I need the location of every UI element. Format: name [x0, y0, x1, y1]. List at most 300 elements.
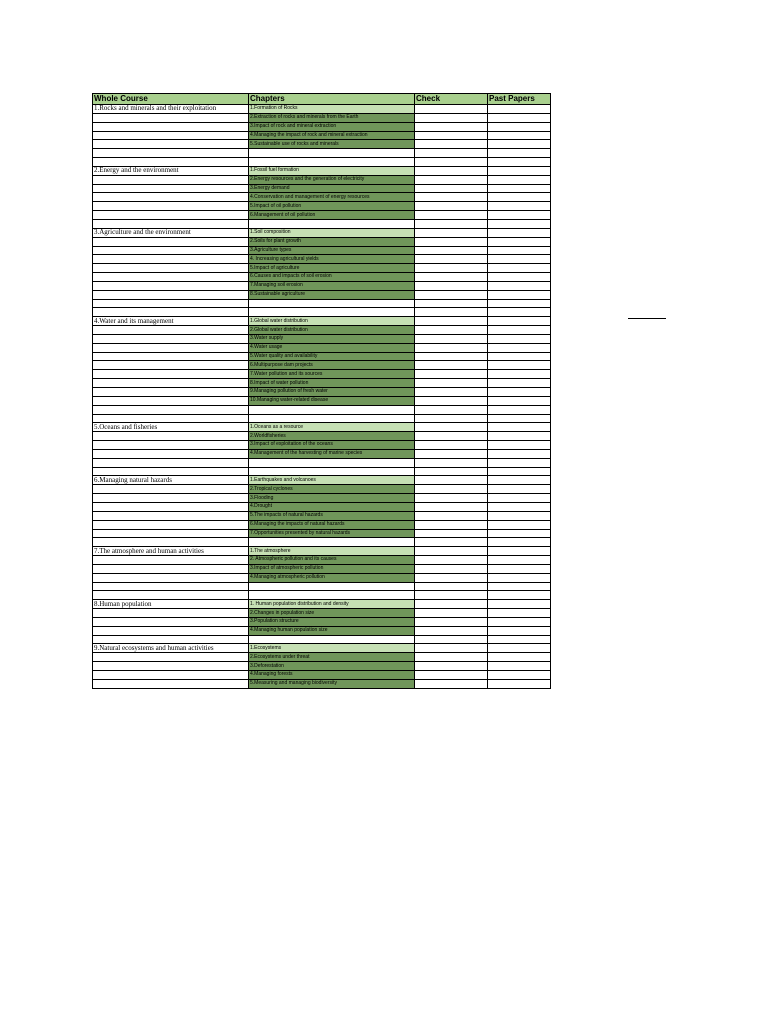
check-cell[interactable] — [415, 140, 488, 149]
empty-cell[interactable] — [93, 219, 249, 228]
past-papers-cell[interactable] — [488, 166, 551, 175]
check-cell[interactable] — [415, 600, 488, 609]
past-papers-cell[interactable] — [488, 343, 551, 352]
chapter-cell[interactable]: 3.Flooding — [249, 494, 415, 503]
check-cell[interactable] — [415, 467, 488, 476]
empty-cell[interactable] — [93, 326, 249, 335]
empty-cell[interactable] — [93, 564, 249, 573]
check-cell[interactable] — [415, 671, 488, 680]
empty-cell[interactable] — [93, 502, 249, 511]
empty-cell[interactable] — [93, 626, 249, 635]
chapter-cell[interactable]: 7.Managing soil erosion — [249, 281, 415, 290]
empty-cell[interactable] — [249, 308, 415, 317]
chapter-row — [93, 281, 551, 290]
empty-cell[interactable] — [93, 158, 249, 167]
section-title[interactable]: 5.Oceans and fisheries — [93, 423, 249, 432]
chapter-cell[interactable]: 3.Agriculture types — [249, 246, 415, 255]
empty-cell[interactable] — [93, 388, 249, 397]
empty-cell[interactable] — [93, 485, 249, 494]
check-cell[interactable] — [415, 228, 488, 237]
chapter-cell[interactable]: 4.Managing the impact of rock and mineral extraction — [249, 131, 415, 140]
check-cell[interactable] — [415, 388, 488, 397]
chapter-cell[interactable]: 1.Earthquakes and volcanoes — [249, 476, 415, 485]
past-papers-cell[interactable] — [488, 361, 551, 370]
past-papers-cell[interactable] — [488, 556, 551, 565]
chapter-cell[interactable]: 9.Managing pollution of fresh water — [249, 388, 415, 397]
past-papers-cell[interactable] — [488, 255, 551, 264]
empty-cell[interactable] — [93, 379, 249, 388]
section-title[interactable]: 4.Water and its management — [93, 317, 249, 326]
chapter-row — [93, 228, 551, 237]
past-papers-cell[interactable] — [488, 653, 551, 662]
empty-cell[interactable] — [93, 609, 249, 618]
past-papers-cell[interactable] — [488, 105, 551, 114]
past-papers-cell[interactable] — [488, 149, 551, 158]
past-papers-cell[interactable] — [488, 617, 551, 626]
empty-cell[interactable] — [249, 635, 415, 644]
past-papers-cell[interactable] — [488, 432, 551, 441]
chapter-row — [93, 476, 551, 485]
chapter-cell[interactable]: 7.Water pollution and its sources — [249, 370, 415, 379]
empty-cell[interactable] — [93, 467, 249, 476]
chapter-cell[interactable]: 8.Sustainable agriculture — [249, 290, 415, 299]
check-cell[interactable] — [415, 317, 488, 326]
empty-cell[interactable] — [249, 158, 415, 167]
chapter-cell[interactable]: 5.Impact of oil pollution — [249, 202, 415, 211]
chapter-cell[interactable]: 4.Water usage — [249, 343, 415, 352]
check-cell[interactable] — [415, 361, 488, 370]
chapter-row — [93, 175, 551, 184]
past-papers-cell[interactable] — [488, 122, 551, 131]
blank-row — [93, 582, 551, 591]
check-cell[interactable] — [415, 166, 488, 175]
chapter-cell[interactable]: 7.Opportunities presented by natural hazards — [249, 529, 415, 538]
header-whole-course[interactable]: Whole Course — [93, 94, 249, 105]
check-cell[interactable] — [415, 662, 488, 671]
chapter-cell[interactable]: 6.Multipurpose dam projects — [249, 361, 415, 370]
past-papers-cell[interactable] — [488, 219, 551, 228]
check-cell[interactable] — [415, 432, 488, 441]
empty-cell[interactable] — [93, 299, 249, 308]
check-cell[interactable] — [415, 635, 488, 644]
past-papers-cell[interactable] — [488, 299, 551, 308]
check-cell[interactable] — [415, 113, 488, 122]
chapter-cell[interactable]: 3.Water supply — [249, 334, 415, 343]
past-papers-cell[interactable] — [488, 184, 551, 193]
chapter-cell[interactable]: 4.Managing human population size — [249, 626, 415, 635]
check-cell[interactable] — [415, 122, 488, 131]
empty-cell[interactable] — [93, 511, 249, 520]
chapter-row — [93, 379, 551, 388]
check-cell[interactable] — [415, 105, 488, 114]
chapter-cell[interactable]: 2.Changes in population size — [249, 609, 415, 618]
chapter-row — [93, 502, 551, 511]
past-papers-cell[interactable] — [488, 609, 551, 618]
chapter-cell[interactable]: 2.Ecosystems under threat — [249, 653, 415, 662]
empty-cell[interactable] — [93, 405, 249, 414]
chapter-cell[interactable]: 4.Drought — [249, 502, 415, 511]
past-papers-cell[interactable] — [488, 573, 551, 582]
check-cell[interactable] — [415, 617, 488, 626]
empty-cell[interactable] — [93, 635, 249, 644]
past-papers-cell[interactable] — [488, 193, 551, 202]
past-papers-cell[interactable] — [488, 308, 551, 317]
past-papers-cell[interactable] — [488, 396, 551, 405]
chapter-cell[interactable]: 2.Soils for plant growth — [249, 237, 415, 246]
empty-cell[interactable] — [93, 264, 249, 273]
past-papers-cell[interactable] — [488, 591, 551, 600]
empty-cell[interactable] — [93, 458, 249, 467]
check-cell[interactable] — [415, 529, 488, 538]
past-papers-cell[interactable] — [488, 290, 551, 299]
check-cell[interactable] — [415, 396, 488, 405]
empty-cell[interactable] — [93, 255, 249, 264]
empty-cell[interactable] — [93, 441, 249, 450]
chapter-cell[interactable]: 2.Worldfisheries — [249, 432, 415, 441]
check-cell[interactable] — [415, 343, 488, 352]
empty-cell[interactable] — [93, 193, 249, 202]
section-title[interactable]: 9.Natural ecosystems and human activities — [93, 644, 249, 653]
past-papers-cell[interactable] — [488, 211, 551, 220]
stray-cell-underline — [628, 318, 666, 319]
check-cell[interactable] — [415, 502, 488, 511]
check-cell[interactable] — [415, 237, 488, 246]
chapter-row — [93, 140, 551, 149]
past-papers-cell[interactable] — [488, 379, 551, 388]
chapter-cell[interactable]: 4.Conservation and management of energy resources — [249, 193, 415, 202]
empty-cell[interactable] — [93, 556, 249, 565]
chapter-cell[interactable]: 1.Soil composition — [249, 228, 415, 237]
check-cell[interactable] — [415, 290, 488, 299]
chapter-cell[interactable]: 5.The impacts of natural hazards — [249, 511, 415, 520]
past-papers-cell[interactable] — [488, 175, 551, 184]
past-papers-cell[interactable] — [488, 140, 551, 149]
chapter-cell[interactable]: 8.Impact of water pollution — [249, 379, 415, 388]
past-papers-cell[interactable] — [488, 264, 551, 273]
empty-cell[interactable] — [249, 414, 415, 423]
check-cell[interactable] — [415, 352, 488, 361]
section-title[interactable]: 7.The atmosphere and human activities — [93, 547, 249, 556]
past-papers-cell[interactable] — [488, 458, 551, 467]
check-cell[interactable] — [415, 219, 488, 228]
chapter-cell[interactable]: 2. Atmospheric pollution and its causes — [249, 556, 415, 565]
chapter-row — [93, 671, 551, 680]
chapter-cell[interactable]: 6.Causes and impacts of soil erosion — [249, 273, 415, 282]
check-cell[interactable] — [415, 158, 488, 167]
past-papers-cell[interactable] — [488, 423, 551, 432]
chapter-cell[interactable]: 6.Managing the impacts of natural hazards — [249, 520, 415, 529]
chapter-row — [93, 564, 551, 573]
past-papers-cell[interactable] — [488, 281, 551, 290]
empty-cell[interactable] — [93, 352, 249, 361]
check-cell[interactable] — [415, 476, 488, 485]
past-papers-cell[interactable] — [488, 158, 551, 167]
empty-cell[interactable] — [93, 131, 249, 140]
past-papers-cell[interactable] — [488, 582, 551, 591]
past-papers-cell[interactable] — [488, 679, 551, 688]
check-cell[interactable] — [415, 255, 488, 264]
empty-cell[interactable] — [249, 149, 415, 158]
check-cell[interactable] — [415, 564, 488, 573]
chapter-cell[interactable]: 1.Oceans as a resource — [249, 423, 415, 432]
check-cell[interactable] — [415, 485, 488, 494]
chapter-row — [93, 600, 551, 609]
past-papers-cell[interactable] — [488, 131, 551, 140]
check-cell[interactable] — [415, 591, 488, 600]
past-papers-cell[interactable] — [488, 626, 551, 635]
chapter-row — [93, 662, 551, 671]
past-papers-cell[interactable] — [488, 494, 551, 503]
chapter-cell[interactable]: 4. Increasing agricultural yields — [249, 255, 415, 264]
check-cell[interactable] — [415, 193, 488, 202]
past-papers-cell[interactable] — [488, 370, 551, 379]
check-cell[interactable] — [415, 308, 488, 317]
check-cell[interactable] — [415, 379, 488, 388]
past-papers-cell[interactable] — [488, 414, 551, 423]
check-cell[interactable] — [415, 626, 488, 635]
empty-cell[interactable] — [93, 290, 249, 299]
check-cell[interactable] — [415, 653, 488, 662]
chapter-cell[interactable]: 2.Global water distribution — [249, 326, 415, 335]
past-papers-cell[interactable] — [488, 529, 551, 538]
check-cell[interactable] — [415, 511, 488, 520]
empty-cell[interactable] — [93, 308, 249, 317]
empty-cell[interactable] — [249, 591, 415, 600]
chapter-cell[interactable]: 2.Energy resources and the generation of electricity — [249, 175, 415, 184]
empty-cell[interactable] — [93, 246, 249, 255]
chapter-cell[interactable]: 10.Managing water-related disease — [249, 396, 415, 405]
chapter-cell[interactable]: 3.Impact of atmospheric pollution — [249, 564, 415, 573]
check-cell[interactable] — [415, 264, 488, 273]
chapter-cell[interactable]: 3.Deforestation — [249, 662, 415, 671]
past-papers-cell[interactable] — [488, 520, 551, 529]
section-title[interactable]: 6.Managing natural hazards — [93, 476, 249, 485]
empty-cell[interactable] — [93, 202, 249, 211]
check-cell[interactable] — [415, 334, 488, 343]
chapter-cell[interactable]: 1.Formation of Rocks — [249, 105, 415, 114]
check-cell[interactable] — [415, 556, 488, 565]
empty-cell[interactable] — [93, 343, 249, 352]
section-title[interactable]: 8.Human population — [93, 600, 249, 609]
empty-cell[interactable] — [93, 113, 249, 122]
check-cell[interactable] — [415, 449, 488, 458]
past-papers-cell[interactable] — [488, 564, 551, 573]
chapter-cell[interactable]: 2.Extraction of rocks and minerals from the Earth — [249, 113, 415, 122]
check-cell[interactable] — [415, 281, 488, 290]
past-papers-cell[interactable] — [488, 273, 551, 282]
chapter-cell[interactable]: 1.The atmosphere — [249, 547, 415, 556]
empty-cell[interactable] — [249, 405, 415, 414]
empty-cell[interactable] — [93, 184, 249, 193]
past-papers-cell[interactable] — [488, 644, 551, 653]
empty-cell[interactable] — [93, 449, 249, 458]
past-papers-cell[interactable] — [488, 405, 551, 414]
empty-cell[interactable] — [93, 149, 249, 158]
empty-cell[interactable] — [93, 671, 249, 680]
check-cell[interactable] — [415, 609, 488, 618]
empty-cell[interactable] — [93, 591, 249, 600]
blank-row — [93, 149, 551, 158]
chapter-cell[interactable]: 3.Energy demand — [249, 184, 415, 193]
chapter-row — [93, 388, 551, 397]
check-cell[interactable] — [415, 547, 488, 556]
check-cell[interactable] — [415, 441, 488, 450]
empty-cell[interactable] — [93, 414, 249, 423]
check-cell[interactable] — [415, 679, 488, 688]
chapter-cell[interactable]: 1.Fossil fuel formation — [249, 166, 415, 175]
section-title[interactable]: 3.Agriculture and the environment — [93, 228, 249, 237]
past-papers-cell[interactable] — [488, 538, 551, 547]
past-papers-cell[interactable] — [488, 467, 551, 476]
check-cell[interactable] — [415, 211, 488, 220]
chapter-cell[interactable]: 1.Ecosystems — [249, 644, 415, 653]
chapter-cell[interactable]: 5.Sustainable use of rocks and minerals — [249, 140, 415, 149]
empty-cell[interactable] — [93, 361, 249, 370]
check-cell[interactable] — [415, 131, 488, 140]
check-cell[interactable] — [415, 423, 488, 432]
chapter-cell[interactable]: 5.Water quality and availability — [249, 352, 415, 361]
check-cell[interactable] — [415, 202, 488, 211]
chapter-cell[interactable]: 5.Impact of agriculture — [249, 264, 415, 273]
chapter-cell[interactable]: 3.Impact of exploitation of the oceans — [249, 441, 415, 450]
check-cell[interactable] — [415, 538, 488, 547]
empty-cell[interactable] — [93, 520, 249, 529]
chapter-cell[interactable]: 3.Impact of rock and mineral extraction — [249, 122, 415, 131]
chapter-cell[interactable]: 3.Population structure — [249, 617, 415, 626]
past-papers-cell[interactable] — [488, 388, 551, 397]
chapter-row — [93, 352, 551, 361]
section-title[interactable]: 1.Rocks and minerals and their exploitation — [93, 105, 249, 114]
empty-cell[interactable] — [93, 617, 249, 626]
check-cell[interactable] — [415, 246, 488, 255]
chapter-row — [93, 679, 551, 688]
chapter-row — [93, 396, 551, 405]
chapter-row — [93, 122, 551, 131]
chapter-cell[interactable]: 1.Global water distribution — [249, 317, 415, 326]
blank-row — [93, 591, 551, 600]
check-cell[interactable] — [415, 644, 488, 653]
empty-cell[interactable] — [93, 237, 249, 246]
past-papers-cell[interactable] — [488, 441, 551, 450]
empty-cell[interactable] — [93, 273, 249, 282]
past-papers-cell[interactable] — [488, 662, 551, 671]
check-cell[interactable] — [415, 582, 488, 591]
empty-cell[interactable] — [93, 396, 249, 405]
chapter-row — [93, 361, 551, 370]
chapter-row — [93, 273, 551, 282]
past-papers-cell[interactable] — [488, 113, 551, 122]
chapter-cell[interactable]: 1. Human population distribution and density — [249, 600, 415, 609]
past-papers-cell[interactable] — [488, 237, 551, 246]
empty-cell[interactable] — [93, 662, 249, 671]
past-papers-cell[interactable] — [488, 635, 551, 644]
empty-cell[interactable] — [93, 122, 249, 131]
check-cell[interactable] — [415, 414, 488, 423]
chapter-row — [93, 113, 551, 122]
empty-cell[interactable] — [93, 175, 249, 184]
chapter-cell[interactable]: 6.Management of oil pollution — [249, 211, 415, 220]
past-papers-cell[interactable] — [488, 326, 551, 335]
empty-cell[interactable] — [93, 494, 249, 503]
chapter-cell[interactable]: 4.Managing atmospheric pollution — [249, 573, 415, 582]
chapter-cell[interactable]: 4.Managing forests — [249, 671, 415, 680]
past-papers-cell[interactable] — [488, 334, 551, 343]
check-cell[interactable] — [415, 175, 488, 184]
empty-cell[interactable] — [249, 219, 415, 228]
past-papers-cell[interactable] — [488, 317, 551, 326]
empty-cell[interactable] — [93, 653, 249, 662]
past-papers-cell[interactable] — [488, 511, 551, 520]
section-title[interactable]: 2.Energy and the environment — [93, 166, 249, 175]
past-papers-cell[interactable] — [488, 600, 551, 609]
empty-cell[interactable] — [93, 582, 249, 591]
header-check[interactable]: Check — [415, 94, 488, 105]
empty-cell[interactable] — [93, 573, 249, 582]
check-cell[interactable] — [415, 520, 488, 529]
chapter-row — [93, 193, 551, 202]
empty-cell[interactable] — [93, 334, 249, 343]
past-papers-cell[interactable] — [488, 202, 551, 211]
empty-cell[interactable] — [93, 370, 249, 379]
header-past-papers[interactable]: Past Papers — [488, 94, 551, 105]
check-cell[interactable] — [415, 149, 488, 158]
past-papers-cell[interactable] — [488, 228, 551, 237]
empty-cell[interactable] — [93, 538, 249, 547]
chapter-row — [93, 529, 551, 538]
empty-cell[interactable] — [93, 529, 249, 538]
chapter-row — [93, 131, 551, 140]
past-papers-cell[interactable] — [488, 547, 551, 556]
empty-cell[interactable] — [93, 211, 249, 220]
past-papers-cell[interactable] — [488, 476, 551, 485]
chapter-row — [93, 166, 551, 175]
chapter-row — [93, 485, 551, 494]
past-papers-cell[interactable] — [488, 485, 551, 494]
empty-cell[interactable] — [249, 538, 415, 547]
empty-cell[interactable] — [93, 679, 249, 688]
check-cell[interactable] — [415, 326, 488, 335]
empty-cell[interactable] — [93, 281, 249, 290]
past-papers-cell[interactable] — [488, 246, 551, 255]
empty-cell[interactable] — [93, 140, 249, 149]
blank-row — [93, 158, 551, 167]
chapter-cell[interactable]: 2.Tropical cyclones — [249, 485, 415, 494]
check-cell[interactable] — [415, 370, 488, 379]
past-papers-cell[interactable] — [488, 449, 551, 458]
empty-cell[interactable] — [249, 299, 415, 308]
check-cell[interactable] — [415, 405, 488, 414]
chapter-cell[interactable]: 5.Measuring and managing biodiversity — [249, 679, 415, 688]
check-cell[interactable] — [415, 299, 488, 308]
check-cell[interactable] — [415, 573, 488, 582]
past-papers-cell[interactable] — [488, 502, 551, 511]
chapter-row — [93, 343, 551, 352]
past-papers-cell[interactable] — [488, 671, 551, 680]
header-chapters[interactable]: Chapters — [249, 94, 415, 105]
chapter-row — [93, 211, 551, 220]
past-papers-cell[interactable] — [488, 352, 551, 361]
check-cell[interactable] — [415, 184, 488, 193]
empty-cell[interactable] — [93, 432, 249, 441]
check-cell[interactable] — [415, 494, 488, 503]
check-cell[interactable] — [415, 273, 488, 282]
check-cell[interactable] — [415, 458, 488, 467]
chapter-cell[interactable]: 4.Management of the harvesting of marine species — [249, 449, 415, 458]
empty-cell[interactable] — [249, 467, 415, 476]
empty-cell[interactable] — [249, 582, 415, 591]
empty-cell[interactable] — [249, 458, 415, 467]
chapter-row — [93, 326, 551, 335]
